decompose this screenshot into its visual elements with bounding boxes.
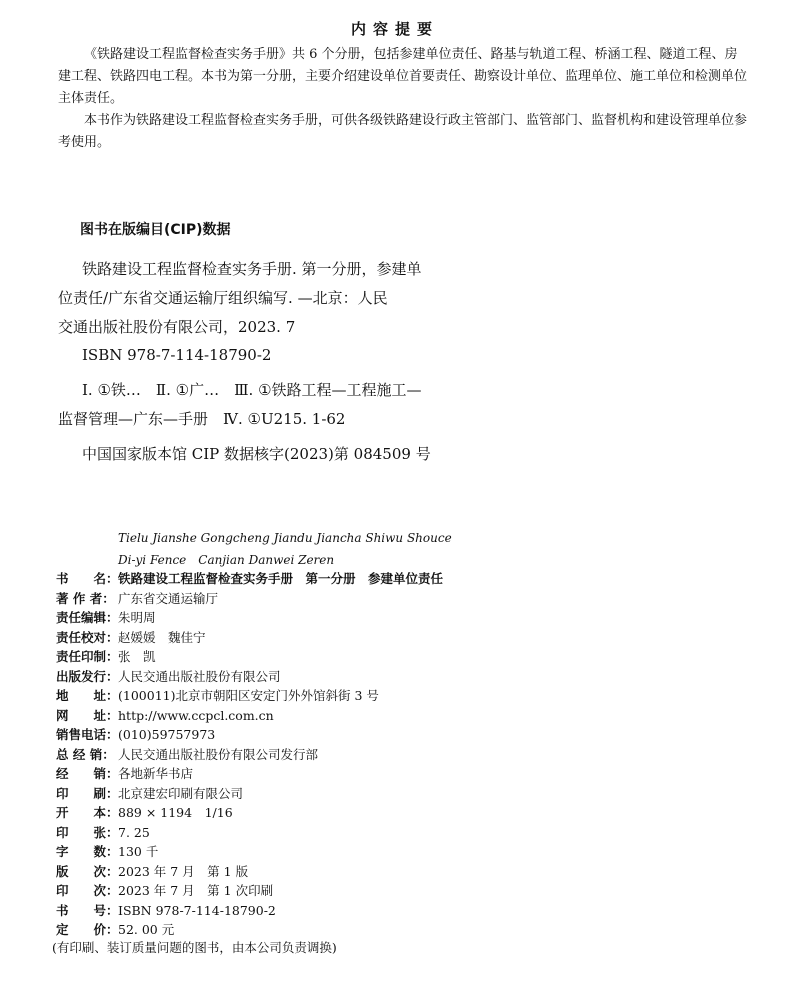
colophon-label: 书 号： bbox=[56, 902, 119, 918]
colophon-label: 书 名： bbox=[56, 571, 119, 586]
colophon-label: 开 本： bbox=[56, 805, 119, 820]
colophon-label: 字 数： bbox=[56, 844, 119, 859]
colophon-value: 130 千 bbox=[118, 844, 159, 859]
colophon-row bbox=[56, 901, 443, 921]
colophon-value: 朱明周 bbox=[118, 610, 156, 625]
colophon-label: 责任印制： bbox=[56, 649, 119, 664]
colophon-value: 赵媛媛 魏佳宁 bbox=[118, 629, 206, 645]
colophon-label: 网 址： bbox=[56, 707, 119, 723]
colophon-row bbox=[56, 628, 443, 648]
colophon-value: ISBN 978-7-114-18790-2 bbox=[118, 902, 276, 918]
colophon-row bbox=[56, 569, 443, 589]
colophon-label: 经 销： bbox=[56, 766, 119, 781]
colophon-value: 2023 年 7 月 第 1 版 bbox=[118, 863, 249, 879]
colophon-value: 7. 25 bbox=[118, 824, 150, 840]
colophon-label: 责任编辑： bbox=[56, 610, 119, 625]
colophon-value: (100011)北京市朝阳区安定门外外馆斜街 3 号 bbox=[118, 688, 379, 703]
summary-title: 内容提要 bbox=[350, 20, 439, 38]
colophon-label: 印 次： bbox=[56, 883, 119, 898]
cip-isbn: ISBN 978-7-114-18790-2 bbox=[82, 346, 272, 364]
cip-line-2: 位责任/广东省交通运输厅组织编写. —北京：人民 bbox=[58, 289, 388, 307]
colophon-label: 定 价： bbox=[56, 922, 119, 937]
colophon-row bbox=[56, 842, 443, 862]
colophon-label: 总 经 销： bbox=[56, 746, 115, 762]
cip-line-1: 铁路建设工程监督检查实务手册. 第一分册，参建单 bbox=[82, 260, 422, 278]
colophon-value: 889 × 1194 1/16 bbox=[118, 805, 233, 820]
colophon-row bbox=[56, 667, 443, 687]
colophon-row bbox=[56, 706, 443, 726]
summary-paragraph-2: 本书作为铁路建设工程监督检查实务手册，可供各级铁路建设行政主管部门、监管部门、监督机构和建设管理单位参考使用。 bbox=[58, 113, 748, 150]
colophon-row bbox=[56, 881, 443, 901]
colophon-row bbox=[56, 686, 443, 706]
colophon-row bbox=[56, 803, 443, 823]
colophon-label: 销售电话： bbox=[56, 727, 119, 742]
colophon-table bbox=[56, 569, 443, 940]
colophon-value: (010)59757973 bbox=[118, 727, 216, 742]
colophon-row bbox=[56, 920, 443, 940]
colophon-row bbox=[56, 589, 443, 609]
summary-paragraph-1: 《铁路建设工程监督检查实务手册》共 6 个分册，包括参建单位责任、路基与轨道工程、桥涵工程、隧道工程、房建工程、铁路四电工程。本书为第一分册，主要介绍建设单位首要责任、勘察设计单位、监理单位、施工单位和检测单位主体责任。 bbox=[58, 47, 748, 106]
colophon-value: 人民交通出版社股份有限公司 bbox=[118, 668, 281, 684]
cip-record-number: 中国国家版本馆 CIP 数据核字(2023)第 084509 号 bbox=[82, 445, 431, 463]
colophon-label: 责任校对： bbox=[56, 629, 119, 645]
colophon-label: 版 次： bbox=[56, 863, 119, 879]
colophon-value: 张 凯 bbox=[118, 649, 156, 664]
colophon-value: 北京建宏印刷有限公司 bbox=[118, 785, 244, 801]
colophon-row bbox=[56, 745, 443, 765]
colophon-row bbox=[56, 764, 443, 784]
colophon-value: 各地新华书店 bbox=[118, 766, 194, 781]
cip-classification-1: Ⅰ. ①铁… Ⅱ. ①广… Ⅲ. ①铁路工程—工程施工— bbox=[82, 381, 422, 399]
pinyin-title-line-1: Tielu Jianshe Gongcheng Jiandu Jiancha Shiwu Shouce bbox=[118, 531, 452, 545]
colophon-row bbox=[56, 647, 443, 667]
colophon-row bbox=[56, 823, 443, 843]
cip-line-3: 交通出版社股份有限公司，2023. 7 bbox=[58, 318, 296, 336]
colophon-row bbox=[56, 725, 443, 745]
colophon-label: 印 张： bbox=[56, 824, 119, 840]
pinyin-title-line-2: Di-yi Fence Canjian Danwei Zeren bbox=[118, 553, 335, 567]
colophon-value: 铁路建设工程监督检查实务手册 第一分册 参建单位责任 bbox=[118, 571, 444, 586]
colophon-label: 印 刷： bbox=[56, 785, 119, 801]
cip-heading: 图书在版编目(CIP)数据 bbox=[80, 222, 231, 238]
quality-footnote: (有印刷、装订质量问题的图书，由本公司负责调换) bbox=[52, 940, 337, 955]
colophon-value: 广东省交通运输厅 bbox=[118, 590, 219, 606]
colophon-value: 52. 00 元 bbox=[118, 922, 175, 937]
cip-classification-2: 监督管理—广东—手册 Ⅳ. ①U215. 1-62 bbox=[58, 410, 346, 428]
colophon-row bbox=[56, 784, 443, 804]
colophon-row bbox=[56, 862, 443, 882]
colophon-row bbox=[56, 608, 443, 628]
colophon-label: 著 作 者： bbox=[56, 590, 115, 606]
colophon-value: 人民交通出版社股份有限公司发行部 bbox=[118, 746, 319, 762]
colophon-value: 2023 年 7 月 第 1 次印刷 bbox=[118, 883, 274, 898]
colophon-value: http://www.ccpcl.com.cn bbox=[118, 707, 274, 723]
colophon-label: 地 址： bbox=[56, 688, 119, 703]
colophon-label: 出版发行： bbox=[56, 668, 119, 684]
